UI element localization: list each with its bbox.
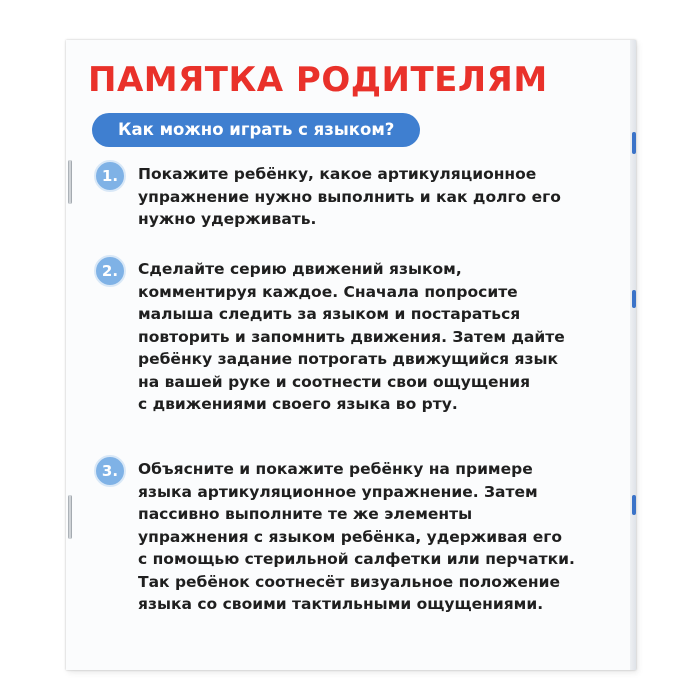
page-edge-mark xyxy=(632,495,636,515)
subtitle-pill: Как можно играть с языком? xyxy=(92,113,420,147)
pamphlet-page xyxy=(66,40,636,670)
list-item-text: Объясните и покажите ребёнку на примере языка артикуляционное упражнение. Затем пассивно выполните те же элементы упражнения с языком ребёнка, удерживая его с помощью стерильной салфетки или перчатки. Так ребёнок соотнесёт визуальное положение языка со своими тактильными ощущениями. xyxy=(138,460,575,613)
list-item-text: Сделайте серию движений языком, комментируя каждое. Сначала попросите малыша следить за языком и постараться повторить и запомнить движения. Затем дайте ребёнку задание потрогать движущийся язык на вашей руке и соотнести свои ощущения с движениями своего языка во рту. xyxy=(138,260,565,413)
list-item-text: Покажите ребёнку, какое артикуляционное упражнение нужно выполнить и как долго его нужно удерживать. xyxy=(138,165,561,228)
page-edge-mark xyxy=(632,132,636,154)
list-item xyxy=(94,163,598,231)
number-badge: 1. xyxy=(94,160,126,192)
list-item xyxy=(94,458,598,616)
number-badge: 3. xyxy=(94,455,126,487)
number-badge: 2. xyxy=(94,255,126,287)
page-edge-mark xyxy=(632,290,636,308)
page-title: ПАМЯТКА РОДИТЕЛЯМ xyxy=(88,60,548,100)
staple xyxy=(68,495,72,539)
list-item xyxy=(94,258,598,416)
staple xyxy=(68,160,72,204)
